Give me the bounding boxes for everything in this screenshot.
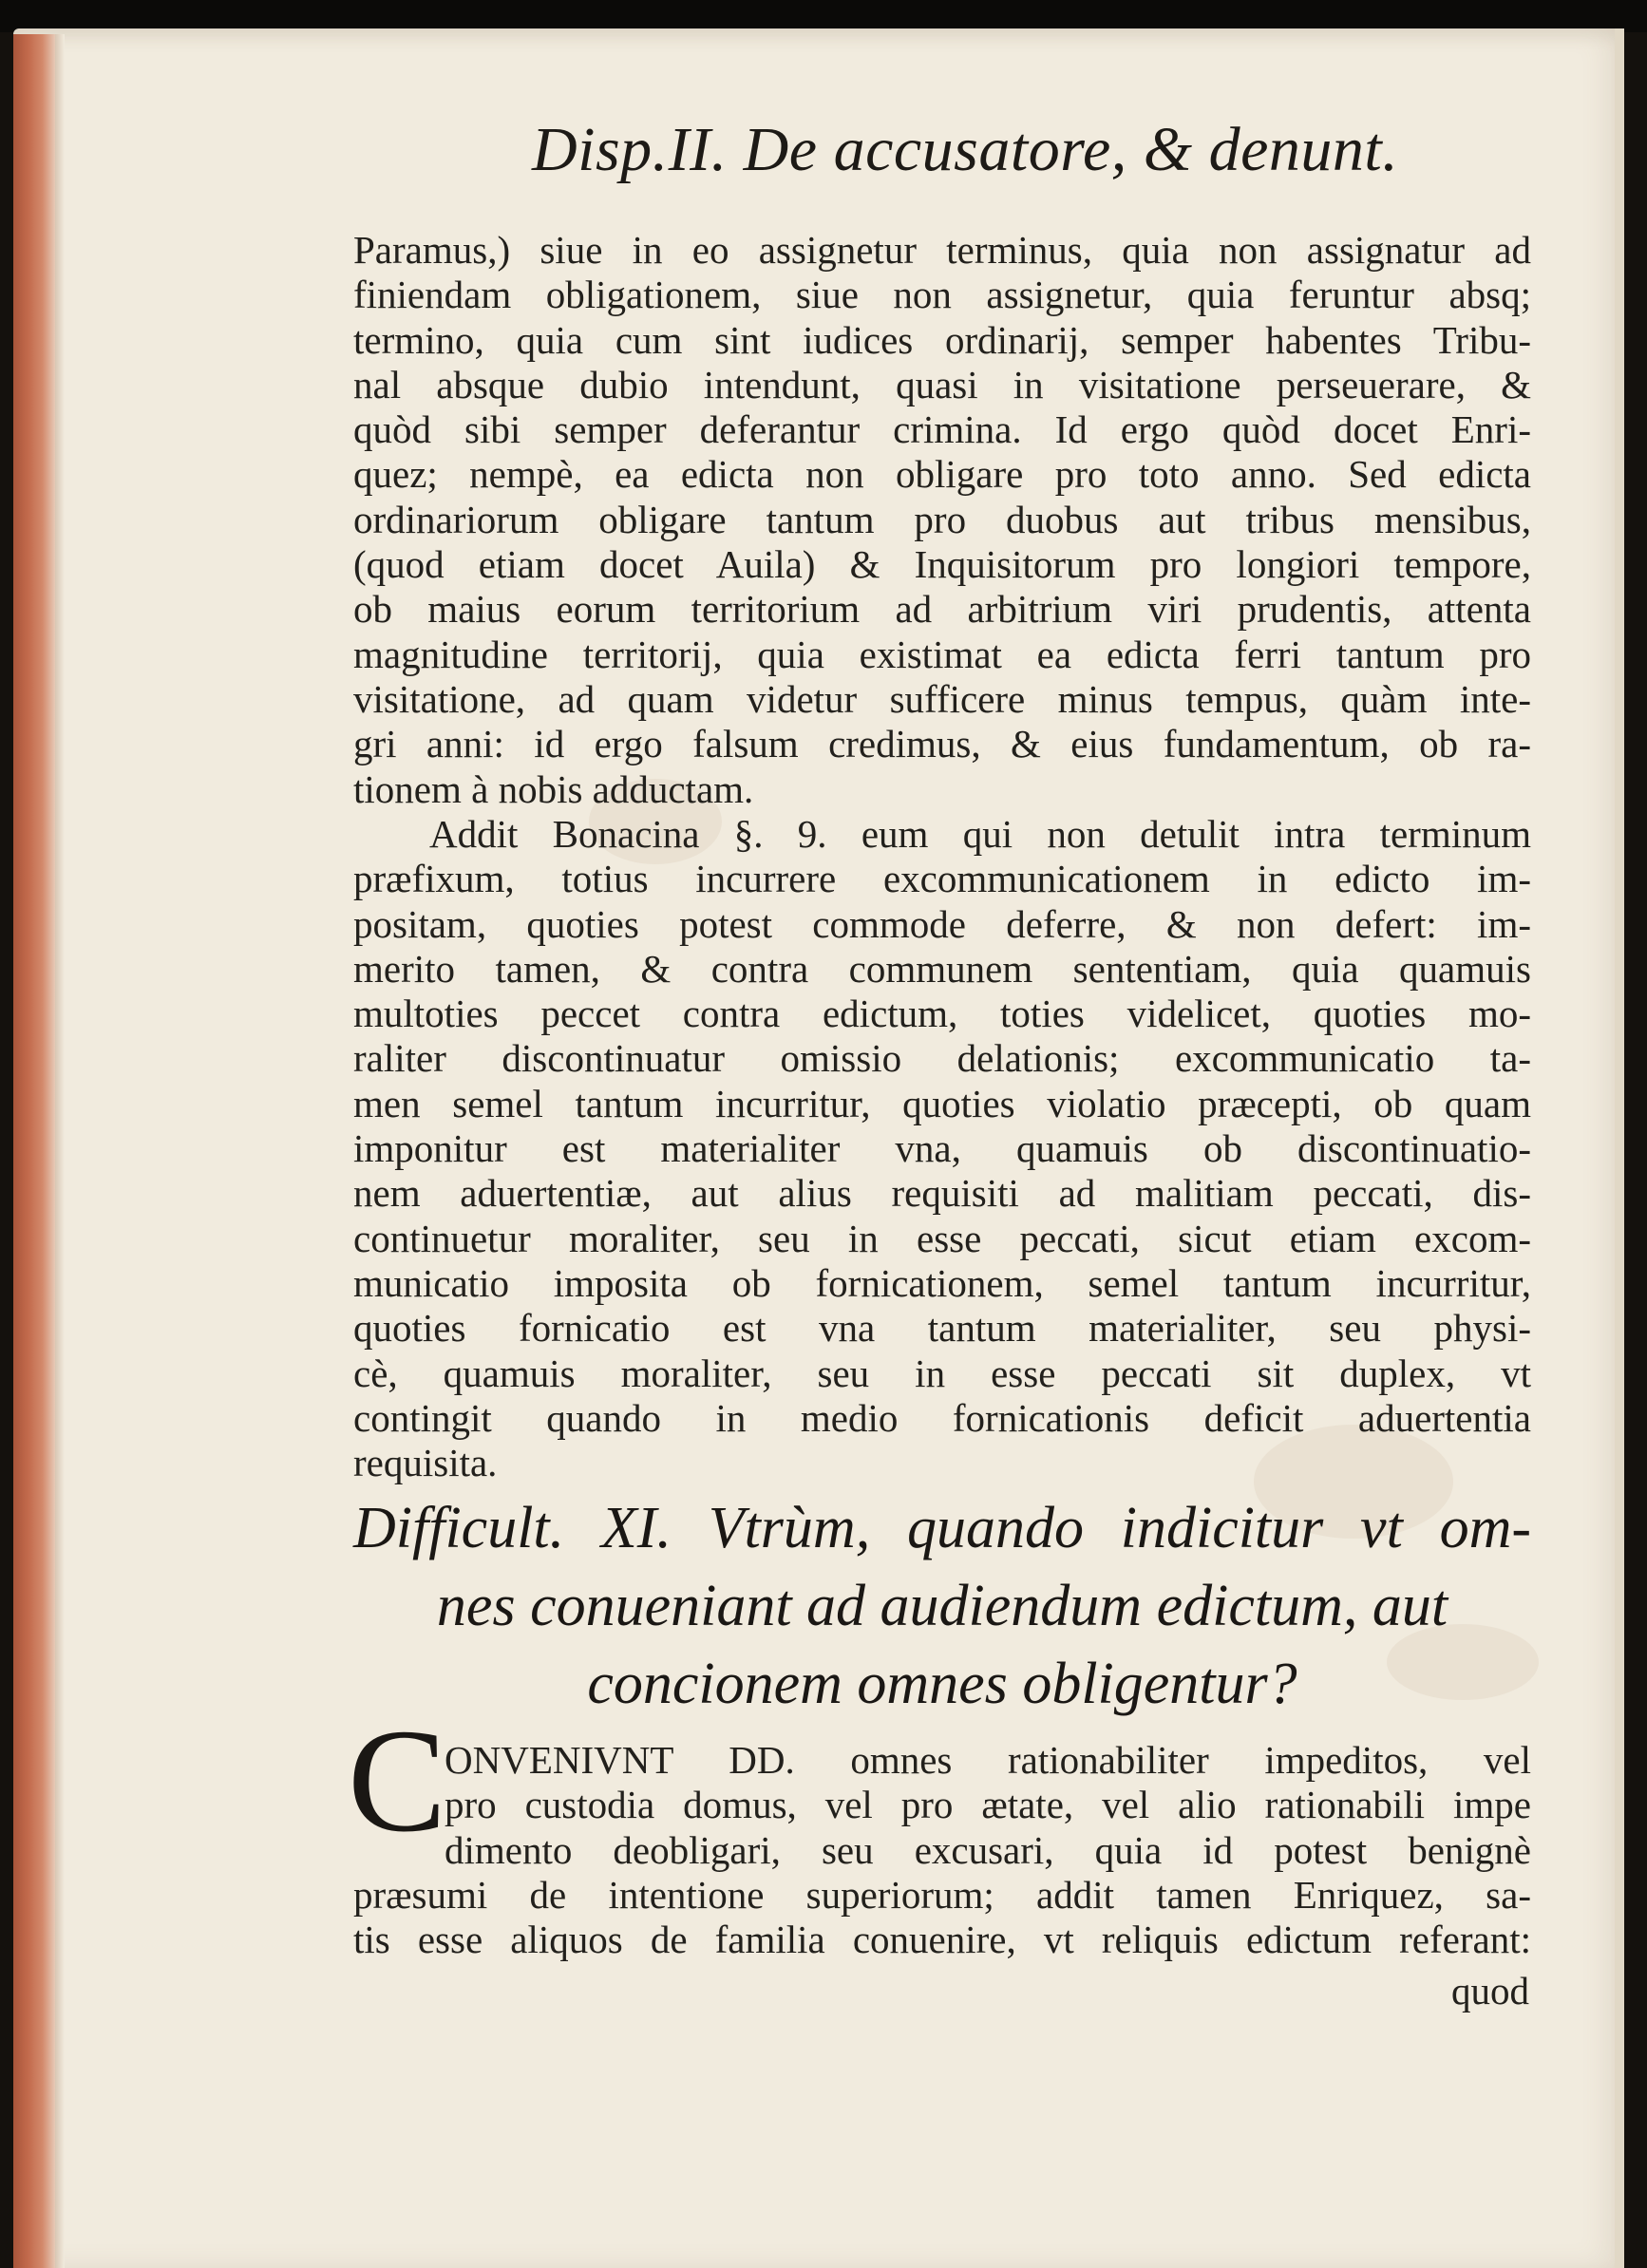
text-line: quoties fornicatio est vna tantum materialiter, seu physi- [353, 1306, 1531, 1351]
text-line: gri anni: id ergo falsum credimus, & eius fundamentum, ob ra- [353, 722, 1531, 766]
text-line: nem aduertentiæ, aut alius requisiti ad malitiam peccati, dis- [353, 1171, 1531, 1216]
text-line: quòd sibi semper deferantur crimina. Id ergo quòd docet Enri- [353, 407, 1531, 452]
text-line: Addit Bonacina §. 9. eum qui non detulit intra terminum [429, 812, 1531, 856]
text-line: quez; nempè, ea edicta non obligare pro toto anno. Sed edicta [353, 452, 1531, 497]
running-head: Disp.II. De accusatore, & denunt. [532, 115, 1399, 184]
paragraph-1 [353, 228, 1531, 812]
text-line: termino, quia cum sint iudices ordinarij, semper habentes Tribu- [353, 317, 1531, 362]
text-line: positam, quoties potest commode deferre, & non defert: im- [353, 901, 1531, 946]
text-line: præsumi de intentione superiorum; addit tamen Enriquez, sa- [353, 1872, 1531, 1917]
drop-cap: C [348, 1698, 447, 1862]
red-page-edge [13, 34, 55, 2268]
heading-line: nes conueniant ad audiendum edictum, aut [436, 1574, 1448, 1638]
text-line: finiendam obligationem, siue non assignetur, quia feruntur absq; [353, 273, 1531, 317]
heading-line: Difficult. XI. Vtrùm, quando indicitur vt om- [353, 1496, 1531, 1560]
text-line: imponitur est materialiter vna, quamuis ob discontinuatio- [353, 1126, 1531, 1171]
scan-top-border [0, 0, 1647, 32]
text-line: municatio imposita ob fornicationem, semel tantum incurritur, [353, 1260, 1531, 1305]
catchword: quod [1451, 1969, 1529, 2013]
text-line: ordinariorum obligare tantum pro duobus aut tribus mensibus, [353, 497, 1531, 541]
section-heading [353, 1489, 1531, 1723]
text-line: men semel tantum incurritur, quoties violatio præcepti, ob quam [353, 1081, 1531, 1125]
text-line: dimento deobligari, seu excusari, quia id potest benignè [445, 1827, 1531, 1872]
text-line: ONVENIVNT DD. omnes rationabiliter impeditos, vel [445, 1738, 1531, 1782]
text-line: ob maius eorum territorium ad arbitrium viri prudentis, attenta [353, 587, 1531, 632]
text-line: merito tamen, & contra communem sententiam, quia quamuis [353, 946, 1531, 991]
page-right-shadow [1615, 28, 1624, 2268]
heading-line: concionem omnes obligentur? [587, 1652, 1297, 1716]
text-line: magnitudine territorij, quia existimat ea edicta ferri tantum pro [353, 632, 1531, 676]
text-line: raliter discontinuatur omissio delationis; excommunicatio ta- [353, 1036, 1531, 1081]
text-line: tionem à nobis adductam. [353, 766, 754, 811]
paragraph-3 [353, 1738, 1531, 1962]
text-line: multoties peccet contra edictum, toties videlicet, quoties mo- [353, 992, 1531, 1036]
text-line: requisita. [353, 1441, 498, 1485]
text-line: continuetur moraliter, seu in esse peccati, sicut etiam excom- [353, 1216, 1531, 1260]
text-line: visitatione, ad quam videtur sufficere minus tempus, quàm inte- [353, 676, 1531, 721]
paragraph-2 [353, 812, 1531, 1485]
text-line: cè, quamuis moraliter, seu in esse peccati sit duplex, vt [353, 1351, 1531, 1395]
text-line: pro custodia domus, vel pro ætate, vel alio rationabili impe [445, 1783, 1531, 1827]
text-line: contingit quando in medio fornicationis deficit aduertentia [353, 1395, 1531, 1440]
gutter-shadow [55, 34, 65, 2268]
text-line: præfixum, totius incurrere excommunicationem in edicto im- [353, 857, 1531, 901]
text-line: nal absque dubio intendunt, quasi in visitatione perseuerare, & [353, 362, 1531, 406]
text-line: tis esse aliquos de familia conuenire, vt reliquis edictum referant: [353, 1918, 1531, 1962]
text-line: Paramus,) siue in eo assignetur terminus, quia non assignatur ad [353, 228, 1531, 272]
text-line: (quod etiam docet Auila) & Inquisitorum pro longiori tempore, [353, 542, 1531, 587]
